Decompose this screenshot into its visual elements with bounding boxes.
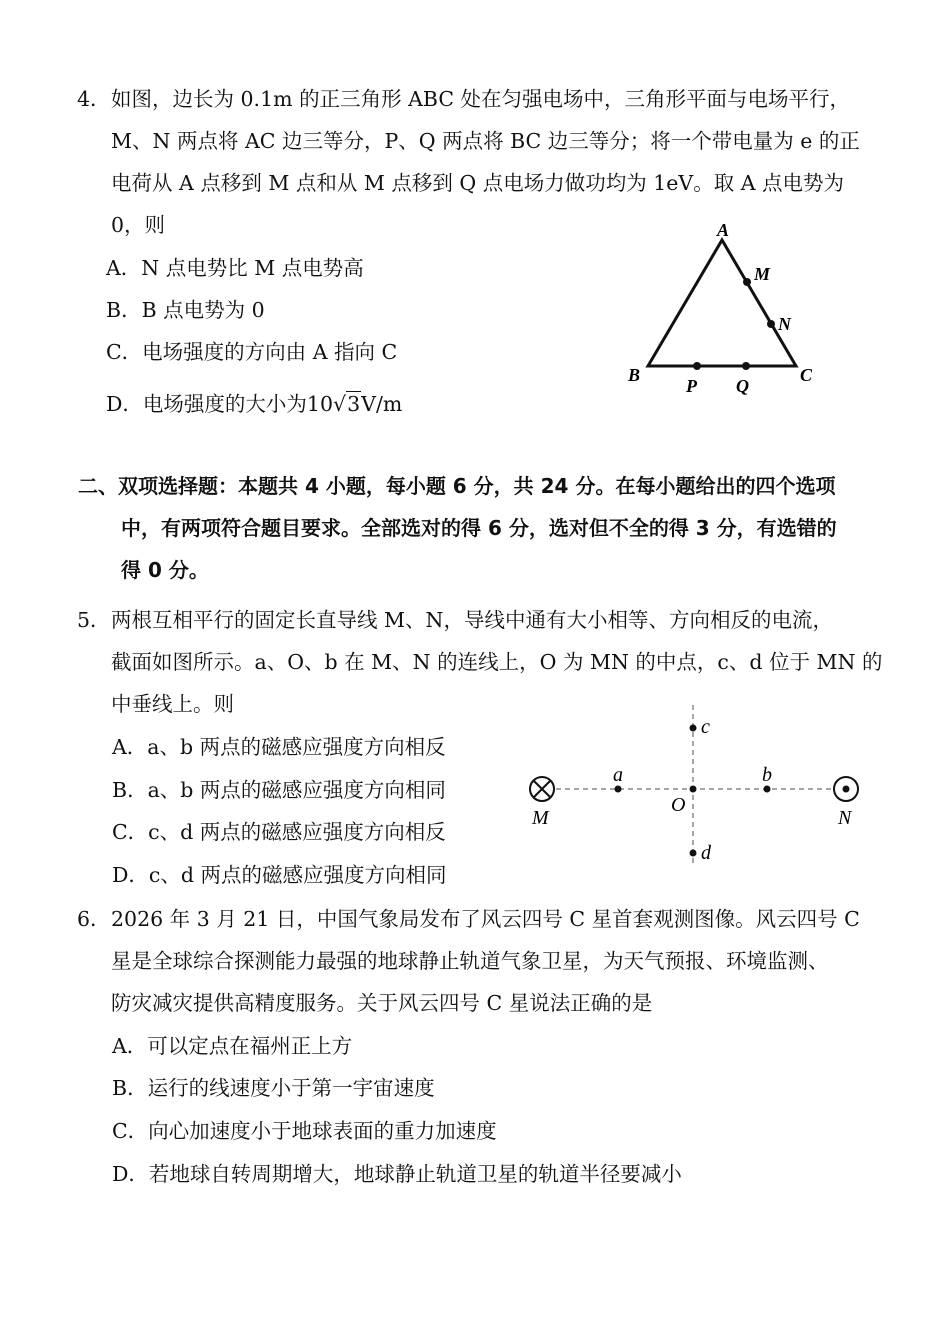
sqrt-symbol: √3 — [333, 392, 361, 416]
point-p — [693, 362, 701, 370]
label-m: M — [754, 264, 771, 284]
triangle-abc — [648, 240, 796, 366]
label-p: P — [686, 376, 697, 396]
label-b: B — [628, 365, 641, 385]
q5-option-c[interactable]: C．c、d 两点的磁感应强度方向相反 — [112, 820, 446, 844]
label-c: c — [701, 716, 710, 738]
label-o: O — [671, 794, 686, 816]
label-b: b — [762, 764, 772, 786]
label-c: C — [800, 365, 813, 385]
q6-option-a[interactable]: A．可以定点在福州正上方 — [112, 1034, 353, 1058]
wire-n-dot-icon — [834, 777, 858, 801]
q4-option-a[interactable]: A．N 点电势比 M 点电势高 — [106, 256, 364, 280]
q4-triangle-figure — [620, 218, 830, 403]
q4-option-c[interactable]: C．电场强度的方向由 A 指向 C — [106, 340, 398, 364]
q5-wires-figure — [520, 700, 870, 870]
label-q: Q — [736, 376, 749, 396]
wire-m-cross-icon — [530, 777, 554, 801]
point-q — [742, 362, 750, 370]
point-m — [743, 278, 751, 286]
q5-stem-line-1: 两根互相平行的固定长直导线 M、N，导线中通有大小相等、方向相反的电流， — [111, 608, 833, 632]
label-a: a — [613, 764, 623, 786]
q5-option-a[interactable]: A．a、b 两点的磁感应强度方向相反 — [112, 735, 446, 759]
label-a: A — [717, 220, 730, 240]
label-wire-n: N — [838, 807, 852, 829]
q4-option-d-suffix: V/m — [361, 392, 403, 416]
q5-option-d[interactable]: D．c、d 两点的磁感应强度方向相同 — [112, 863, 447, 887]
point-d — [690, 850, 697, 857]
q6-option-b[interactable]: B．运行的线速度小于第一宇宙速度 — [112, 1076, 435, 1100]
label-d: d — [701, 842, 711, 864]
q6-option-c[interactable]: C．向心加速度小于地球表面的重力加速度 — [112, 1119, 497, 1143]
q4-stem-line-2: M、N 两点将 AC 边三等分，P、Q 两点将 BC 边三等分；将一个带电量为 e 的正 — [111, 129, 860, 153]
q6-option-d[interactable]: D．若地球自转周期增大，地球静止轨道卫星的轨道半径要减小 — [112, 1162, 682, 1186]
q4-stem-line-1: 如图，边长为 0.1m 的正三角形 ABC 处在匀强电场中，三角形平面与电场平行， — [111, 87, 851, 111]
section-2-line-1: 二、双项选择题：本题共 4 小题，每小题 6 分，共 24 分。在每小题给出的四个选项 — [78, 474, 836, 498]
q4-option-d-radicand: 3 — [347, 392, 361, 416]
q4-option-d[interactable] — [106, 390, 402, 418]
q5-option-b[interactable]: B．a、b 两点的磁感应强度方向相同 — [112, 778, 446, 802]
point-n — [767, 320, 775, 328]
section-2-line-3: 得 0 分。 — [121, 558, 209, 582]
q4-number: 4． — [77, 87, 111, 111]
q6-stem-line-1: 2026 年 3 月 21 日，中国气象局发布了风云四号 C 星首套观测图像。风云四号 C — [111, 907, 860, 931]
q5-number: 5． — [77, 608, 111, 632]
q6-stem-line-3: 防灾减灾提供高精度服务。关于风云四号 C 星说法正确的是 — [111, 991, 653, 1015]
label-n: N — [778, 314, 791, 334]
point-a — [615, 786, 622, 793]
label-wire-m: M — [532, 807, 549, 829]
section-2-line-2: 中，有两项符合题目要求。全部选对的得 6 分，选对但不全的得 3 分，有选错的 — [121, 516, 837, 540]
q4-stem-line-4: 0，则 — [111, 213, 166, 237]
q4-option-b[interactable]: B．B 点电势为 0 — [106, 298, 265, 322]
q6-number: 6． — [77, 907, 111, 931]
point-o — [690, 786, 697, 793]
point-b — [764, 786, 771, 793]
q6-stem-line-2: 星是全球综合探测能力最强的地球静止轨道气象卫星，为天气预报、环境监测、 — [111, 949, 829, 973]
q5-stem-line-3: 中垂线上。则 — [111, 692, 234, 716]
q5-stem-line-2: 截面如图所示。a、O、b 在 M、N 的连线上，O 为 MN 的中点，c、d 位于 MN 的 — [111, 650, 883, 674]
q4-stem-line-3: 电荷从 A 点移到 M 点和从 M 点移到 Q 点电场力做功均为 1eV。取 A 点电势为 — [111, 171, 845, 195]
point-c — [690, 725, 697, 732]
q4-option-d-prefix: D．电场强度的大小为10 — [106, 392, 334, 416]
